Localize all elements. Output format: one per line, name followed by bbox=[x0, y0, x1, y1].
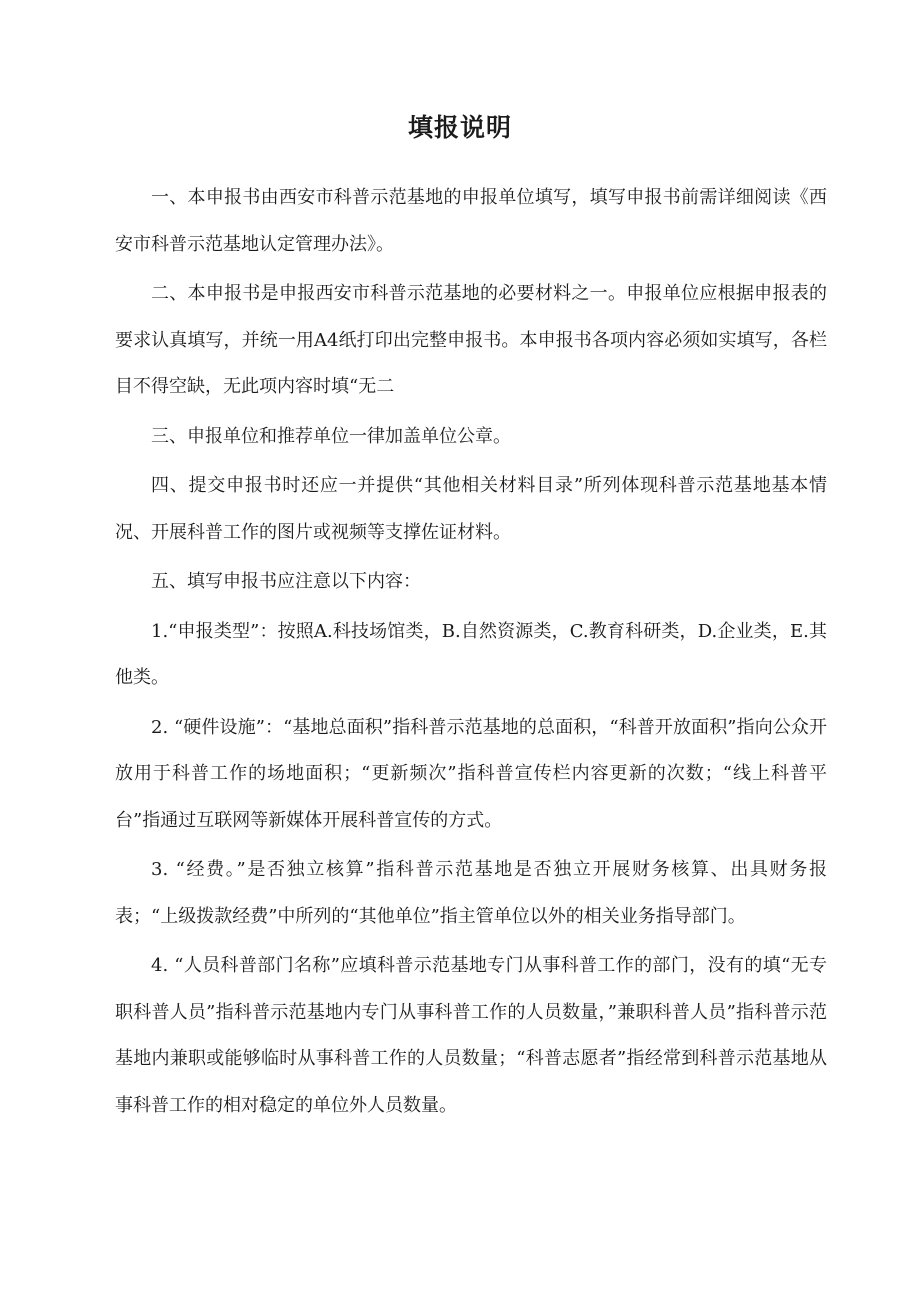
paragraph-2: 二、本申报书是申报西安市科普示范基地的必要材料之一。申报单位应根据申报表的要求认真填写，并统一用A4纸打印出完整申报书。本申报书各项内容必须如实填写，各栏目不得空缺，无此项内容时填“无二 bbox=[115, 283, 827, 397]
paragraph-1: 一、本申报书由西安市科普示范基地的申报单位填写，填写申报书前需详细阅读《西安市科普示范基地认定管理办法》。 bbox=[115, 187, 827, 255]
paragraph-item-1: 1.“申报类型”：按照A.科技场馆类，B.自然资源类，C.教育科研类，D.企业类，E.其他类。 bbox=[115, 620, 827, 688]
paragraph-5: 五、填写申报书应注意以下内容： bbox=[151, 571, 421, 592]
instructions-body bbox=[115, 175, 827, 1132]
paragraph-3: 三、申报单位和推荐单位一律加盖单位公章。 bbox=[151, 425, 511, 447]
paragraph-item-3: 3. “经费。”是否独立核算”指科普示范基地是否独立开展财务核算、出具财务报表；“上级拨款经费”中所列的“其他单位”指主管单位以外的相关业务指导部门。 bbox=[115, 859, 827, 927]
paragraph-item-4: 4. “人员科普部门名称”应填科普示范基地专门从事科普工作的部门，没有的填“无专职科普人员”指科普示范基地内专门从事科普工作的人员数量，”兼职科普人员”指科普示范基地内兼职或能够临时从事科普工作的人员数量；“科普志愿者”指经常到科普示范基地从事科普工作的相对稳定的单位外人员数量。 bbox=[115, 955, 827, 1116]
paragraph-item-2: 2. “硬件设施”：“基地总面积”指科普示范基地的总面积，“科普开放面积”指向公众开放用于科普工作的场地面积；“更新频次”指科普宣传栏内容更新的次数；“线上科普平台”指通过互联网等新媒体开展科普宣传的方式。 bbox=[115, 716, 827, 831]
page-title: 填报说明 bbox=[407, 113, 512, 142]
paragraph-4: 四、提交申报书时还应一并提供“其他相关材料目录”所列体现科普示范基地基本情况、开展科普工作的图片或视频等支撑佐证材料。 bbox=[115, 475, 827, 543]
